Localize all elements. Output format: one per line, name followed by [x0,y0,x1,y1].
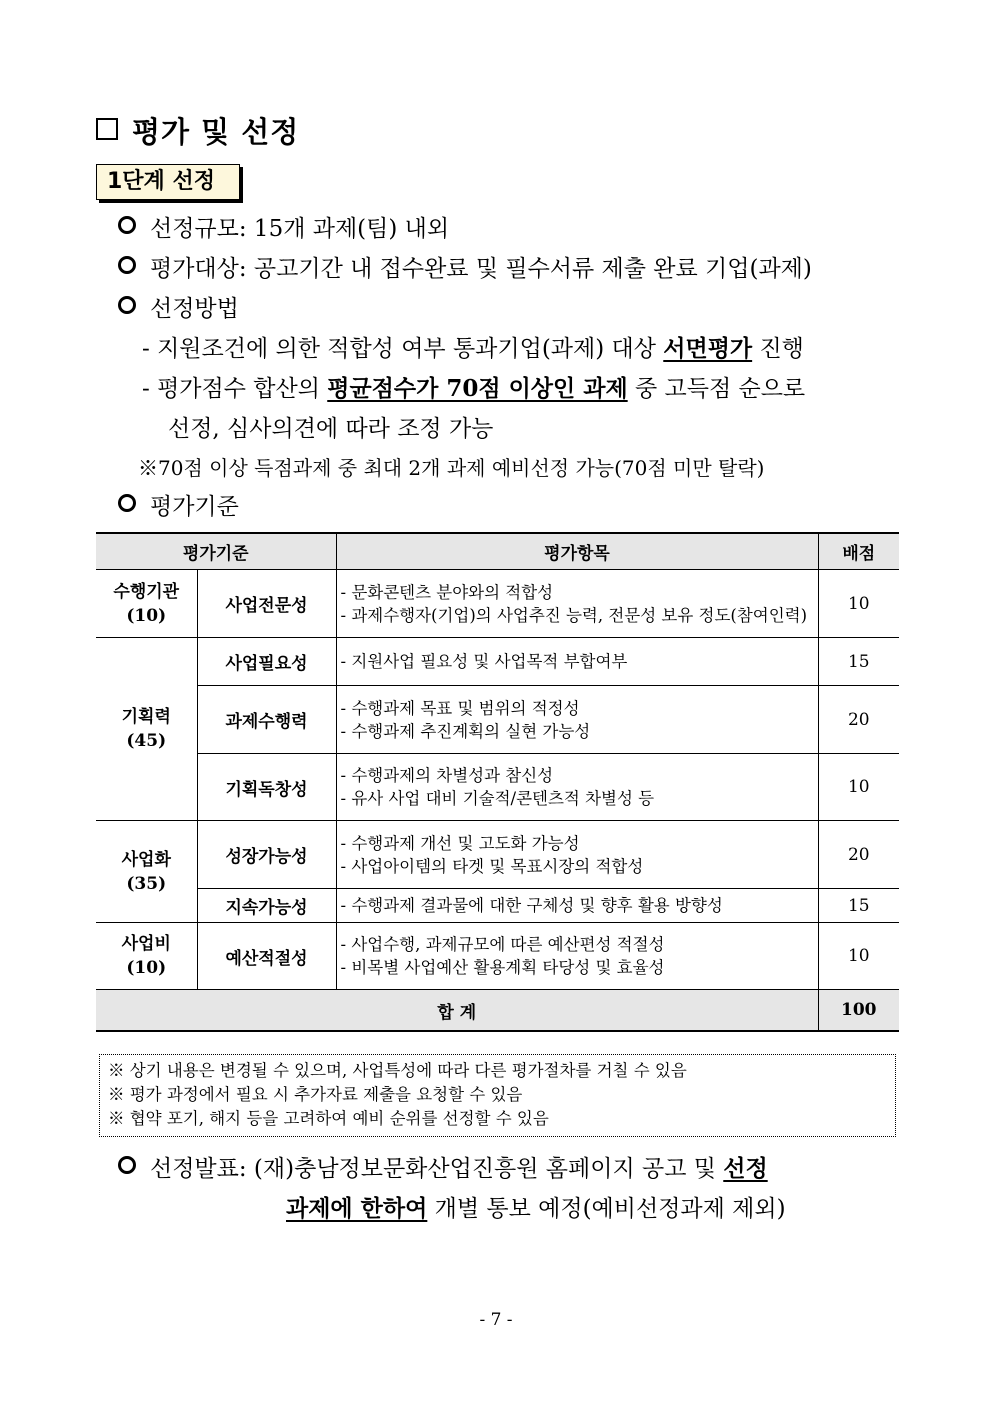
points-cell: 20 [818,686,899,754]
table-header-row [96,533,899,570]
circle-bullet-icon [118,1156,136,1174]
subcategory-cell: 성장가능성 [197,821,336,889]
category-cell: 기획력 (45) [96,638,197,821]
note-line: ※ 협약 포기, 해지 등을 고려하여 예비 순위를 선정할 수 있음 [108,1109,549,1128]
table-row [96,754,899,821]
checkbox-square-icon [96,118,118,140]
table-row [96,889,899,923]
points-cell: 10 [818,923,899,990]
stage-label: 1단계 선정 [96,164,240,200]
subcategory-cell: 지속가능성 [197,889,336,923]
points-cell: 15 [818,889,899,923]
note-line: ※ 평가 과정에서 필요 시 추가자료 제출을 요청할 수 있음 [108,1085,523,1104]
bullet-target: 평가대상: 공고기간 내 접수완료 및 필수서류 제출 완료 기업(과제) [118,250,812,283]
items-cell: - 지원사업 필요성 및 사업목적 부합여부 [336,638,818,686]
page-number: - 7 - [479,1310,513,1330]
method-sub2: - 평가점수 합산의 평균점수가 70점 이상인 과제 중 고득점 순으로 [142,375,806,402]
note-line: ※ 상기 내용은 변경될 수 있으며, 사업특성에 따라 다른 평가절차를 거칠 수 있음 [108,1061,687,1080]
items-cell: - 문화콘텐츠 분야와의 적합성 - 과제수행자(기업)의 사업추진 능력, 전문성 보유 정도(참여인력) [336,570,818,638]
points-cell: 15 [818,638,899,686]
category-cell: 사업비 (10) [96,923,197,990]
circle-bullet-icon [118,216,136,234]
items-cell: - 수행과제 목표 및 범위의 적정성 - 수행과제 추진계획의 실현 가능성 [336,686,818,754]
points-cell: 20 [818,821,899,889]
bullet-method: 선정방법 [118,290,239,323]
total-label: 합 계 [96,990,818,1032]
subcategory-cell: 기획독창성 [197,754,336,821]
method-sub2-cont: 선정, 심사의견에 따라 조정 가능 [168,416,494,442]
notes-box [99,1054,896,1137]
bullet-announce: 선정발표: (재)충남정보문화산업진흥원 홈페이지 공고 및 선정 [118,1150,768,1183]
circle-bullet-icon [118,494,136,512]
header-points: 배점 [818,533,899,570]
table-row [96,923,899,990]
header-criteria: 평가기준 [96,533,336,570]
subcategory-cell: 사업전문성 [197,570,336,638]
header-items: 평가항목 [336,533,818,570]
table-row [96,686,899,754]
circle-bullet-icon [118,296,136,314]
method-note: ※70점 이상 득점과제 중 최대 2개 과제 예비선정 가능(70점 미만 탈락) [138,456,765,480]
category-cell: 사업화 (35) [96,821,197,923]
evaluation-table [96,532,899,1032]
table-row [96,638,899,686]
category-cell: 수행기관 (10) [96,570,197,638]
table-row [96,821,899,889]
section-title: 평가 및 선정 [96,110,299,151]
items-cell: - 수행과제 개선 및 고도화 가능성 - 사업아이템의 타겟 및 목표시장의 적합성 [336,821,818,889]
items-cell: - 사업수행, 과제규모에 따른 예산편성 적절성 - 비목별 사업예산 활용계획 타당성 및 효율성 [336,923,818,990]
items-cell: - 수행과제 결과물에 대한 구체성 및 향후 활용 방향성 [336,889,818,923]
bullet-scale: 선정규모: 15개 과제(팀) 내외 [118,210,449,243]
items-cell: - 수행과제의 차별성과 참신성 - 유사 사업 대비 기술적/콘텐츠적 차별성 등 [336,754,818,821]
total-points: 100 [818,990,899,1032]
announce-cont: 과제에 한하여 개별 통보 예정(예비선정과제 제외) [286,1195,786,1222]
table-total-row [96,990,899,1032]
subcategory-cell: 예산적절성 [197,923,336,990]
circle-bullet-icon [118,256,136,274]
points-cell: 10 [818,754,899,821]
table-row [96,570,899,638]
subcategory-cell: 과제수행력 [197,686,336,754]
points-cell: 10 [818,570,899,638]
method-sub1: - 지원조건에 의한 적합성 여부 통과기업(과제) 대상 서면평가 진행 [142,335,804,362]
subcategory-cell: 사업필요성 [197,638,336,686]
bullet-criteria: 평가기준 [118,488,239,521]
